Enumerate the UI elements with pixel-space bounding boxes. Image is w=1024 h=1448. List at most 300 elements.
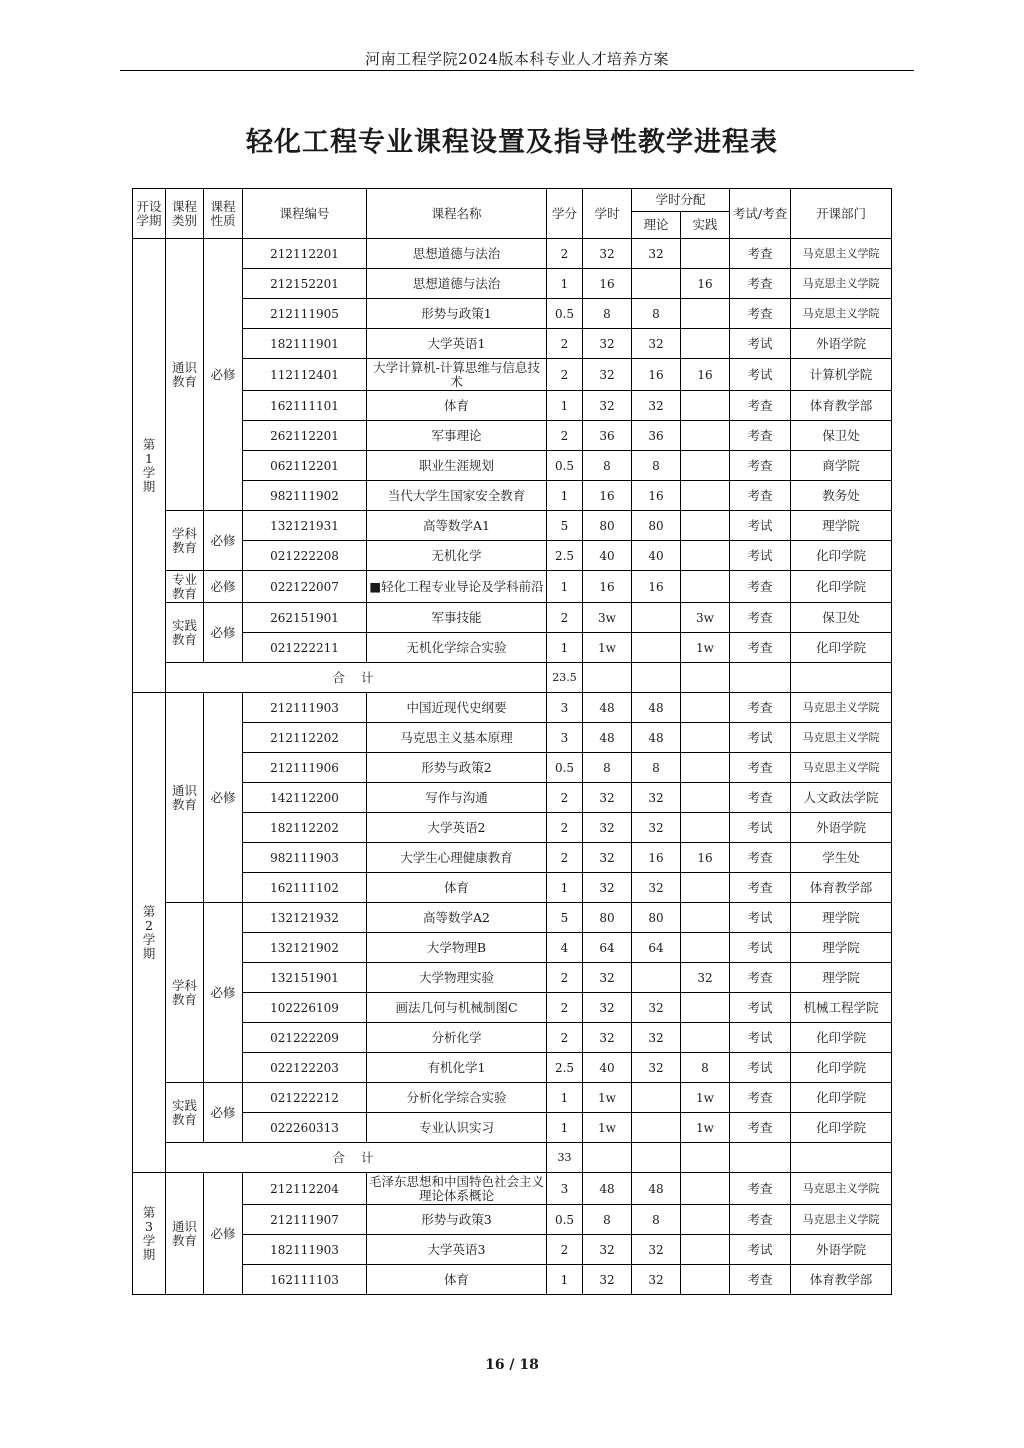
table-row bbox=[133, 1173, 892, 1205]
course-dept: 马克思主义学院 bbox=[791, 269, 892, 299]
table-row bbox=[133, 873, 892, 903]
header-exam: 考试/考查 bbox=[730, 189, 791, 239]
course-hours: 48 bbox=[583, 1173, 632, 1205]
semester-char: 第 bbox=[142, 903, 156, 919]
course-exam: 考试 bbox=[730, 1053, 791, 1083]
course-exam: 考试 bbox=[730, 903, 791, 933]
course-practice: 32 bbox=[681, 963, 730, 993]
course-dept: 机械工程学院 bbox=[791, 993, 892, 1023]
course-code: 182111903 bbox=[243, 1235, 367, 1265]
course-credit: 1 bbox=[547, 873, 583, 903]
course-code: 132121932 bbox=[243, 903, 367, 933]
header-theory: 理论 bbox=[632, 212, 681, 239]
semester-char: 学 bbox=[142, 464, 156, 480]
category-cell: 通识教育 bbox=[166, 693, 204, 903]
semester-char: 第 bbox=[142, 436, 156, 452]
total-credit: 23.5 bbox=[547, 663, 583, 693]
empty-cell bbox=[681, 1143, 730, 1173]
course-hours: 3w bbox=[583, 603, 632, 633]
semester-char: 期 bbox=[142, 478, 156, 494]
table-row bbox=[133, 1265, 892, 1295]
course-hours: 64 bbox=[583, 933, 632, 963]
course-practice: 1w bbox=[681, 1113, 730, 1143]
course-name: 有机化学1 bbox=[367, 1053, 547, 1083]
course-hours: 32 bbox=[583, 813, 632, 843]
course-exam: 考试 bbox=[730, 329, 791, 359]
course-name: 无机化学综合实验 bbox=[367, 633, 547, 663]
course-credit: 2.5 bbox=[547, 541, 583, 571]
course-credit: 1 bbox=[547, 391, 583, 421]
course-code: 182112202 bbox=[243, 813, 367, 843]
course-dept: 马克思主义学院 bbox=[791, 1205, 892, 1235]
table-row bbox=[133, 843, 892, 873]
course-theory: 36 bbox=[632, 421, 681, 451]
course-theory: 32 bbox=[632, 391, 681, 421]
course-theory: 32 bbox=[632, 993, 681, 1023]
course-practice bbox=[681, 421, 730, 451]
course-exam: 考试 bbox=[730, 1023, 791, 1053]
course-credit: 3 bbox=[547, 723, 583, 753]
course-exam: 考查 bbox=[730, 1265, 791, 1295]
course-name: 高等数学A2 bbox=[367, 903, 547, 933]
course-code: 112112401 bbox=[243, 359, 367, 391]
semester-cell bbox=[133, 239, 166, 693]
course-exam: 考查 bbox=[730, 451, 791, 481]
header-category: 课程类别 bbox=[166, 189, 204, 239]
course-dept: 化印学院 bbox=[791, 541, 892, 571]
course-exam: 考查 bbox=[730, 299, 791, 329]
course-hours: 32 bbox=[583, 239, 632, 269]
course-credit: 0.5 bbox=[547, 299, 583, 329]
table-row bbox=[133, 963, 892, 993]
header-hours: 学时 bbox=[583, 189, 632, 239]
course-code: 142112200 bbox=[243, 783, 367, 813]
course-code: 162111103 bbox=[243, 1265, 367, 1295]
course-code: 262151901 bbox=[243, 603, 367, 633]
category-cell: 学科教育 bbox=[166, 511, 204, 571]
course-exam: 考查 bbox=[730, 753, 791, 783]
semester-char: 1 bbox=[145, 450, 153, 466]
course-code: 262112201 bbox=[243, 421, 367, 451]
course-name: 专业认识实习 bbox=[367, 1113, 547, 1143]
course-credit: 2 bbox=[547, 1235, 583, 1265]
course-practice bbox=[681, 1205, 730, 1235]
course-hours: 32 bbox=[583, 1265, 632, 1295]
empty-cell bbox=[791, 1143, 892, 1173]
table-row bbox=[133, 359, 892, 391]
course-theory bbox=[632, 1083, 681, 1113]
course-exam: 考查 bbox=[730, 633, 791, 663]
course-hours: 32 bbox=[583, 783, 632, 813]
course-practice bbox=[681, 239, 730, 269]
course-code: 982111902 bbox=[243, 481, 367, 511]
course-exam: 考查 bbox=[730, 603, 791, 633]
course-theory: 16 bbox=[632, 843, 681, 873]
total-row bbox=[133, 1143, 892, 1173]
course-exam: 考查 bbox=[730, 1173, 791, 1205]
course-credit: 1 bbox=[547, 571, 583, 603]
course-hours: 32 bbox=[583, 1023, 632, 1053]
course-exam: 考试 bbox=[730, 541, 791, 571]
course-hours: 8 bbox=[583, 299, 632, 329]
course-dept: 理学院 bbox=[791, 963, 892, 993]
course-exam: 考查 bbox=[730, 963, 791, 993]
course-dept: 理学院 bbox=[791, 511, 892, 541]
course-practice bbox=[681, 541, 730, 571]
course-name: 大学英语2 bbox=[367, 813, 547, 843]
course-hours: 32 bbox=[583, 843, 632, 873]
table-row bbox=[133, 693, 892, 723]
course-dept: 化印学院 bbox=[791, 633, 892, 663]
page-number: 16 / 18 bbox=[485, 1357, 539, 1373]
course-credit: 3 bbox=[547, 1173, 583, 1205]
empty-cell bbox=[730, 1143, 791, 1173]
course-theory: 80 bbox=[632, 511, 681, 541]
course-credit: 2 bbox=[547, 993, 583, 1023]
course-practice bbox=[681, 723, 730, 753]
course-theory: 8 bbox=[632, 451, 681, 481]
course-theory: 32 bbox=[632, 239, 681, 269]
course-credit: 2 bbox=[547, 239, 583, 269]
nature-cell: 必修 bbox=[204, 903, 243, 1083]
course-exam: 考查 bbox=[730, 269, 791, 299]
course-credit: 2 bbox=[547, 843, 583, 873]
course-code: 132121902 bbox=[243, 933, 367, 963]
semester-char: 学 bbox=[142, 1232, 156, 1248]
course-theory bbox=[632, 269, 681, 299]
course-credit: 1 bbox=[547, 269, 583, 299]
course-exam: 考查 bbox=[730, 783, 791, 813]
course-exam: 考查 bbox=[730, 239, 791, 269]
semester-char: 期 bbox=[142, 945, 156, 961]
course-practice bbox=[681, 933, 730, 963]
course-code: 212112204 bbox=[243, 1173, 367, 1205]
nature-cell: 必修 bbox=[204, 511, 243, 571]
course-theory: 16 bbox=[632, 359, 681, 391]
course-name: 思想道德与法治 bbox=[367, 269, 547, 299]
page-header: 河南工程学院2024版本科专业人才培养方案 bbox=[365, 50, 669, 68]
course-exam: 考查 bbox=[730, 421, 791, 451]
course-credit: 2 bbox=[547, 963, 583, 993]
course-theory: 48 bbox=[632, 693, 681, 723]
course-name: 毛泽东思想和中国特色社会主义理论体系概论 bbox=[367, 1173, 547, 1205]
course-dept: 学生处 bbox=[791, 843, 892, 873]
table-row bbox=[133, 1205, 892, 1235]
course-theory: 32 bbox=[632, 329, 681, 359]
table-row bbox=[133, 541, 892, 571]
semester-char: 期 bbox=[142, 1246, 156, 1262]
course-name: 大学计算机-计算思维与信息技术 bbox=[367, 359, 547, 391]
course-name: 当代大学生国家安全教育 bbox=[367, 481, 547, 511]
course-credit: 1 bbox=[547, 633, 583, 663]
course-dept: 理学院 bbox=[791, 933, 892, 963]
course-exam: 考查 bbox=[730, 481, 791, 511]
course-exam: 考试 bbox=[730, 511, 791, 541]
table-row bbox=[133, 903, 892, 933]
course-code: 022122203 bbox=[243, 1053, 367, 1083]
table-row bbox=[133, 511, 892, 541]
course-code: 162111102 bbox=[243, 873, 367, 903]
course-practice bbox=[681, 693, 730, 723]
nature-cell: 必修 bbox=[204, 571, 243, 603]
course-credit: 0.5 bbox=[547, 753, 583, 783]
course-theory: 32 bbox=[632, 783, 681, 813]
category-cell: 通识教育 bbox=[166, 239, 204, 511]
course-practice bbox=[681, 783, 730, 813]
course-credit: 2.5 bbox=[547, 1053, 583, 1083]
table-row bbox=[133, 813, 892, 843]
page-title: 轻化工程专业课程设置及指导性教学进程表 bbox=[246, 127, 778, 158]
course-practice: 8 bbox=[681, 1053, 730, 1083]
course-dept: 马克思主义学院 bbox=[791, 723, 892, 753]
course-code: 021222208 bbox=[243, 541, 367, 571]
course-hours: 32 bbox=[583, 329, 632, 359]
course-practice bbox=[681, 481, 730, 511]
header-code: 课程编号 bbox=[243, 189, 367, 239]
course-practice bbox=[681, 1023, 730, 1053]
course-hours: 48 bbox=[583, 723, 632, 753]
course-dept: 马克思主义学院 bbox=[791, 239, 892, 269]
course-exam: 考查 bbox=[730, 1083, 791, 1113]
course-dept: 马克思主义学院 bbox=[791, 1173, 892, 1205]
course-theory: 48 bbox=[632, 723, 681, 753]
course-name: 形势与政策2 bbox=[367, 753, 547, 783]
category-cell: 实践教育 bbox=[166, 603, 204, 663]
course-theory: 32 bbox=[632, 873, 681, 903]
course-code: 021222212 bbox=[243, 1083, 367, 1113]
course-hours: 8 bbox=[583, 451, 632, 481]
course-practice bbox=[681, 329, 730, 359]
course-dept: 外语学院 bbox=[791, 329, 892, 359]
course-exam: 考查 bbox=[730, 1113, 791, 1143]
course-practice bbox=[681, 873, 730, 903]
course-dept: 体育教学部 bbox=[791, 391, 892, 421]
course-theory: 16 bbox=[632, 571, 681, 603]
course-practice bbox=[681, 1235, 730, 1265]
course-credit: 0.5 bbox=[547, 451, 583, 481]
course-hours: 80 bbox=[583, 903, 632, 933]
total-row bbox=[133, 663, 892, 693]
table-row bbox=[133, 269, 892, 299]
table-row bbox=[133, 421, 892, 451]
header-name: 课程名称 bbox=[367, 189, 547, 239]
course-dept: 化印学院 bbox=[791, 1023, 892, 1053]
course-code: 062112201 bbox=[243, 451, 367, 481]
course-hours: 8 bbox=[583, 753, 632, 783]
table-row bbox=[133, 723, 892, 753]
course-theory: 8 bbox=[632, 299, 681, 329]
course-practice bbox=[681, 813, 730, 843]
course-practice bbox=[681, 993, 730, 1023]
course-theory bbox=[632, 633, 681, 663]
course-credit: 1 bbox=[547, 1265, 583, 1295]
course-hours: 32 bbox=[583, 1235, 632, 1265]
course-hours: 32 bbox=[583, 873, 632, 903]
course-dept: 体育教学部 bbox=[791, 873, 892, 903]
course-exam: 考试 bbox=[730, 813, 791, 843]
course-hours: 48 bbox=[583, 693, 632, 723]
nature-cell: 必修 bbox=[204, 239, 243, 511]
course-theory: 8 bbox=[632, 1205, 681, 1235]
course-hours: 40 bbox=[583, 541, 632, 571]
empty-cell bbox=[791, 663, 892, 693]
course-practice: 16 bbox=[681, 359, 730, 391]
course-exam: 考查 bbox=[730, 391, 791, 421]
course-dept: 马克思主义学院 bbox=[791, 753, 892, 783]
course-theory: 64 bbox=[632, 933, 681, 963]
table-row bbox=[133, 993, 892, 1023]
course-dept: 商学院 bbox=[791, 451, 892, 481]
course-hours: 1w bbox=[583, 1113, 632, 1143]
course-hours: 32 bbox=[583, 993, 632, 1023]
course-practice: 1w bbox=[681, 633, 730, 663]
course-name: 思想道德与法治 bbox=[367, 239, 547, 269]
course-dept: 化印学院 bbox=[791, 1053, 892, 1083]
course-exam: 考查 bbox=[730, 843, 791, 873]
course-dept: 保卫处 bbox=[791, 421, 892, 451]
course-hours: 1w bbox=[583, 1083, 632, 1113]
table-row bbox=[133, 329, 892, 359]
table-body bbox=[133, 239, 892, 1295]
table-row bbox=[133, 1113, 892, 1143]
empty-cell bbox=[681, 663, 730, 693]
course-exam: 考试 bbox=[730, 1235, 791, 1265]
course-credit: 2 bbox=[547, 359, 583, 391]
course-hours: 32 bbox=[583, 359, 632, 391]
header-hours-split: 学时分配 bbox=[632, 189, 730, 212]
header-nature: 课程性质 bbox=[204, 189, 243, 239]
course-code: 212111907 bbox=[243, 1205, 367, 1235]
header-semester: 开设学期 bbox=[133, 189, 166, 239]
table-row bbox=[133, 603, 892, 633]
table-row bbox=[133, 451, 892, 481]
semester-char: 第 bbox=[142, 1204, 156, 1220]
course-theory: 32 bbox=[632, 1235, 681, 1265]
semester-char: 2 bbox=[145, 917, 153, 933]
course-hours: 80 bbox=[583, 511, 632, 541]
nature-cell: 必修 bbox=[204, 1083, 243, 1143]
nature-cell: 必修 bbox=[204, 1173, 243, 1295]
course-practice bbox=[681, 391, 730, 421]
course-credit: 4 bbox=[547, 933, 583, 963]
course-code: 982111903 bbox=[243, 843, 367, 873]
course-theory bbox=[632, 1113, 681, 1143]
course-code: 212111906 bbox=[243, 753, 367, 783]
course-name: 高等数学A1 bbox=[367, 511, 547, 541]
course-exam: 考试 bbox=[730, 993, 791, 1023]
table-row bbox=[133, 633, 892, 663]
course-exam: 考查 bbox=[730, 1205, 791, 1235]
total-label: 合 计 bbox=[166, 663, 547, 693]
course-name: 大学生心理健康教育 bbox=[367, 843, 547, 873]
course-name: 体育 bbox=[367, 1265, 547, 1295]
course-theory: 32 bbox=[632, 813, 681, 843]
semester-cell bbox=[133, 1173, 166, 1295]
course-hours: 1w bbox=[583, 633, 632, 663]
course-name: 分析化学综合实验 bbox=[367, 1083, 547, 1113]
course-practice bbox=[681, 1173, 730, 1205]
course-credit: 1 bbox=[547, 481, 583, 511]
course-name: 无机化学 bbox=[367, 541, 547, 571]
course-code: 022122007 bbox=[243, 571, 367, 603]
semester-char: 学 bbox=[142, 931, 156, 947]
total-label: 合 计 bbox=[166, 1143, 547, 1173]
course-credit: 0.5 bbox=[547, 1205, 583, 1235]
course-exam: 考试 bbox=[730, 359, 791, 391]
course-name: 军事技能 bbox=[367, 603, 547, 633]
course-theory: 32 bbox=[632, 1265, 681, 1295]
header-practice: 实践 bbox=[681, 212, 730, 239]
course-name: 职业生涯规划 bbox=[367, 451, 547, 481]
course-code: 212112202 bbox=[243, 723, 367, 753]
course-code: 212111905 bbox=[243, 299, 367, 329]
course-credit: 2 bbox=[547, 421, 583, 451]
empty-cell bbox=[632, 1143, 681, 1173]
course-credit: 3 bbox=[547, 693, 583, 723]
course-hours: 40 bbox=[583, 1053, 632, 1083]
course-name: 写作与沟通 bbox=[367, 783, 547, 813]
course-dept: 人文政法学院 bbox=[791, 783, 892, 813]
course-code: 021222209 bbox=[243, 1023, 367, 1053]
course-theory: 8 bbox=[632, 753, 681, 783]
course-credit: 2 bbox=[547, 603, 583, 633]
header-dept: 开课部门 bbox=[791, 189, 892, 239]
nature-cell: 必修 bbox=[204, 603, 243, 663]
table-row bbox=[133, 1235, 892, 1265]
table-row bbox=[133, 1053, 892, 1083]
course-exam: 考试 bbox=[730, 723, 791, 753]
table-row bbox=[133, 1083, 892, 1113]
table-row bbox=[133, 753, 892, 783]
course-credit: 5 bbox=[547, 903, 583, 933]
course-name: 大学英语3 bbox=[367, 1235, 547, 1265]
table-row bbox=[133, 299, 892, 329]
category-cell: 实践教育 bbox=[166, 1083, 204, 1143]
course-hours: 16 bbox=[583, 571, 632, 603]
course-exam: 考查 bbox=[730, 693, 791, 723]
course-code: 022260313 bbox=[243, 1113, 367, 1143]
course-name: 分析化学 bbox=[367, 1023, 547, 1053]
course-theory bbox=[632, 603, 681, 633]
course-credit: 2 bbox=[547, 1023, 583, 1053]
course-name: 马克思主义基本原理 bbox=[367, 723, 547, 753]
course-theory: 32 bbox=[632, 1053, 681, 1083]
course-practice: 16 bbox=[681, 269, 730, 299]
course-theory: 32 bbox=[632, 1023, 681, 1053]
course-practice bbox=[681, 451, 730, 481]
semester-cell bbox=[133, 693, 166, 1173]
course-practice bbox=[681, 1265, 730, 1295]
course-dept: 计算机学院 bbox=[791, 359, 892, 391]
empty-cell bbox=[583, 663, 632, 693]
course-hours: 32 bbox=[583, 391, 632, 421]
course-credit: 2 bbox=[547, 329, 583, 359]
course-code: 182111901 bbox=[243, 329, 367, 359]
course-exam: 考查 bbox=[730, 873, 791, 903]
course-dept: 外语学院 bbox=[791, 813, 892, 843]
course-credit: 2 bbox=[547, 813, 583, 843]
course-name: 体育 bbox=[367, 391, 547, 421]
course-credit: 1 bbox=[547, 1113, 583, 1143]
course-practice bbox=[681, 753, 730, 783]
course-code: 212152201 bbox=[243, 269, 367, 299]
course-name: 画法几何与机械制图C bbox=[367, 993, 547, 1023]
course-hours: 32 bbox=[583, 963, 632, 993]
course-practice bbox=[681, 511, 730, 541]
table-row bbox=[133, 933, 892, 963]
course-name: 军事理论 bbox=[367, 421, 547, 451]
course-dept: 理学院 bbox=[791, 903, 892, 933]
